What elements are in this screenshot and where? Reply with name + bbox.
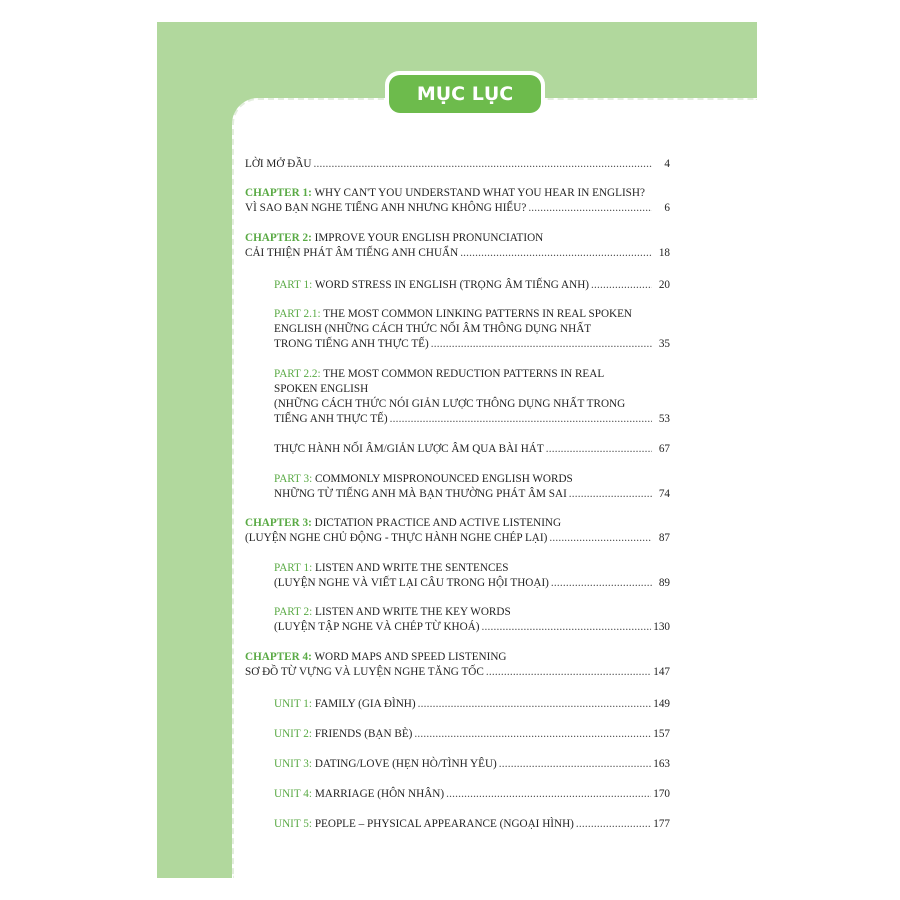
toc-entry-unit-1[interactable]: UNIT 1: FAMILY (GIA ĐÌNH) ..... 149	[274, 697, 670, 712]
entry-prefix: PART 2.1:	[274, 308, 321, 320]
page-number: 74	[658, 488, 670, 500]
dot-leader	[431, 337, 652, 352]
entry-prefix: UNIT 2:	[274, 728, 313, 740]
toc-entry-loi-mo-dau[interactable]: LỜI MỞ ĐẦU ..... 4	[245, 157, 670, 172]
page-number: 20	[658, 279, 670, 291]
page-number: 35	[658, 338, 670, 350]
page-number: 130	[653, 621, 670, 633]
dot-leader	[418, 697, 652, 712]
page-number: 147	[653, 666, 670, 678]
page-number: 4	[664, 158, 670, 170]
toc-entry-chapter-4[interactable]: CHAPTER 4: WORD MAPS AND SPEED LISTENING SƠ ĐỒ TỪ VỰNG VÀ LUYỆN NGHE TĂNG TỐC ..... 147	[245, 650, 670, 680]
page-number: 67	[658, 443, 670, 455]
title-badge	[385, 71, 545, 117]
page-number: 89	[658, 577, 670, 589]
toc-entry-song-practice[interactable]: THỰC HÀNH NỐI ÂM/GIẢN LƯỢC ÂM QUA BÀI HÁT ..... 67	[274, 442, 670, 457]
entry-prefix: UNIT 5:	[274, 818, 313, 830]
dot-leader	[446, 787, 651, 802]
entry-prefix: PART 1:	[274, 562, 313, 574]
entry-prefix: UNIT 3:	[274, 758, 313, 770]
toc-entry-chapter-1[interactable]: CHAPTER 1: WHY CAN'T YOU UNDERSTAND WHAT YOU HEAR IN ENGLISH? VÌ SAO BẠN NGHE TIẾNG ANH NHƯNG KHÔNG HIỂU? ..... 6	[245, 186, 670, 216]
page-number: 53	[658, 413, 670, 425]
entry-prefix: CHAPTER 3:	[245, 517, 312, 529]
entry-prefix: CHAPTER 1:	[245, 187, 312, 199]
page-number: 149	[653, 698, 670, 710]
dot-leader	[499, 757, 651, 772]
dot-leader	[549, 531, 652, 546]
page-number: 6	[664, 202, 670, 214]
page-number: 177	[653, 818, 670, 830]
entry-prefix: CHAPTER 4:	[245, 651, 312, 663]
toc-entry-part-2-1[interactable]: PART 2.1: THE MOST COMMON LINKING PATTERNS IN REAL SPOKEN ENGLISH (NHỮNG CÁCH THỨC NỐI ÂM THÔNG DỤNG NHẤT TRONG TIẾNG ANH THỰC TẾ) ..... 35	[274, 307, 670, 352]
toc-entry-unit-5[interactable]: UNIT 5: PEOPLE – PHYSICAL APPEARANCE (NGOẠI HÌNH) ..... 177	[274, 817, 670, 832]
dot-leader	[482, 620, 652, 635]
dot-leader	[546, 442, 652, 457]
toc-entry-unit-2[interactable]: UNIT 2: FRIENDS (BẠN BÈ) ..... 157	[274, 727, 670, 742]
book-page	[157, 22, 757, 878]
dot-leader	[390, 412, 652, 427]
entry-prefix: UNIT 4:	[274, 788, 313, 800]
toc-entry-chapter-2[interactable]: CHAPTER 2: IMPROVE YOUR ENGLISH PRONUNCIATION CẢI THIỆN PHÁT ÂM TIẾNG ANH CHUẨN ..... 18	[245, 231, 670, 261]
page-number: 163	[653, 758, 670, 770]
toc-entry-ch3-part-1[interactable]: PART 1: LISTEN AND WRITE THE SENTENCES (LUYỆN NGHE VÀ VIẾT LẠI CÂU TRONG HỘI THOẠI) ..... 89	[274, 561, 670, 591]
dot-leader	[528, 201, 652, 216]
toc-entry-part-3[interactable]: PART 3: COMMONLY MISPRONOUNCED ENGLISH WORDS NHỮNG TỪ TIẾNG ANH MÀ BẠN THƯỜNG PHÁT ÂM SAI ..... 74	[274, 472, 670, 502]
toc-entry-part-1[interactable]: PART 1: WORD STRESS IN ENGLISH (TRỌNG ÂM TIẾNG ANH) ..... 20	[274, 278, 670, 293]
dot-leader	[414, 727, 651, 742]
page-number: 18	[658, 247, 670, 259]
page-number: 87	[658, 532, 670, 544]
dot-leader	[314, 157, 653, 172]
dot-leader	[551, 576, 652, 591]
toc-entry-unit-4[interactable]: UNIT 4: MARRIAGE (HÔN NHÂN) ..... 170	[274, 787, 670, 802]
toc-entry-ch3-part-2[interactable]: PART 2: LISTEN AND WRITE THE KEY WORDS (LUYỆN TẬP NGHE VÀ CHÉP TỪ KHOÁ) ..... 130	[274, 605, 670, 635]
toc-entry-unit-3[interactable]: UNIT 3: DATING/LOVE (HẸN HÒ/TÌNH YÊU) ..... 163	[274, 757, 670, 772]
page-number: 170	[653, 788, 670, 800]
entry-prefix: PART 3:	[274, 473, 313, 485]
dot-leader	[591, 278, 652, 293]
toc-entry-part-2-2[interactable]: PART 2.2: THE MOST COMMON REDUCTION PATTERNS IN REAL SPOKEN ENGLISH (NHỮNG CÁCH THỨC NÓI GIẢN LƯỢC THÔNG DỤNG NHẤT TRONG TIẾNG ANH THỰC TẾ) ..... 53	[274, 367, 670, 427]
dot-leader	[569, 487, 652, 502]
entry-prefix: UNIT 1:	[274, 698, 313, 710]
page-title: MỤC LỤC	[389, 75, 541, 113]
page-number: 157	[653, 728, 670, 740]
dot-leader	[460, 246, 652, 261]
toc-entry-chapter-3[interactable]: CHAPTER 3: DICTATION PRACTICE AND ACTIVE LISTENING (LUYỆN NGHE CHỦ ĐỘNG - THỰC HÀNH NGHE CHÉP LẠI) ..... 87	[245, 516, 670, 546]
dot-leader	[486, 665, 651, 680]
dot-leader	[576, 817, 651, 832]
entry-prefix: PART 1:	[274, 279, 313, 291]
entry-prefix: CHAPTER 2:	[245, 232, 312, 244]
entry-prefix: PART 2:	[274, 606, 313, 618]
entry-prefix: PART 2.2:	[274, 368, 321, 380]
